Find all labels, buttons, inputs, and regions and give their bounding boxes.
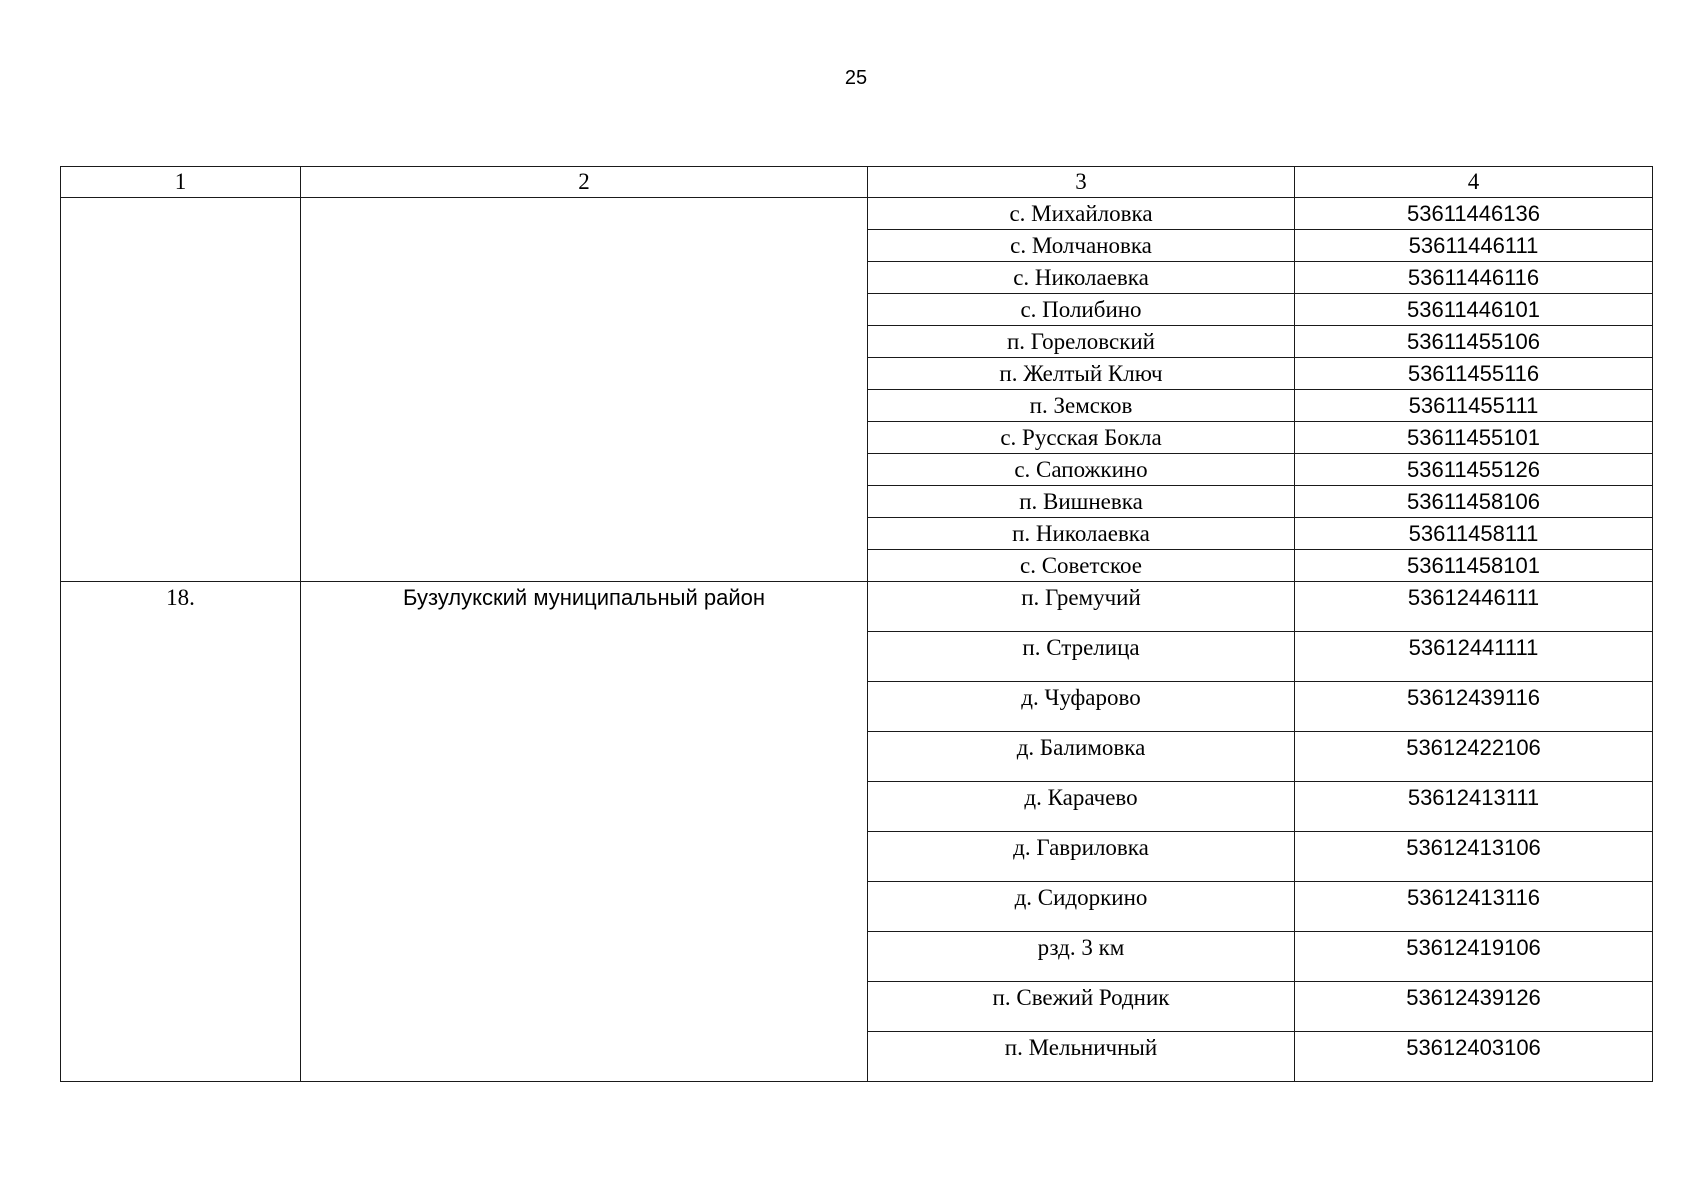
oktmo-code: 53612422106 [1295, 732, 1653, 782]
settlement-name: п. Земсков [868, 390, 1295, 422]
settlement-name: с. Русская Бокла [868, 422, 1295, 454]
header-col-1: 1 [61, 167, 301, 198]
header-col-3: 3 [868, 167, 1295, 198]
table-header [61, 167, 1653, 198]
oktmo-code: 53611446136 [1295, 198, 1653, 230]
oktmo-code: 53611455106 [1295, 326, 1653, 358]
settlement-name: д. Чуфарово [868, 682, 1295, 732]
oktmo-code: 53612441111 [1295, 632, 1653, 682]
oktmo-code: 53611455116 [1295, 358, 1653, 390]
oktmo-code: 53611458111 [1295, 518, 1653, 550]
settlements-table [60, 166, 1653, 1082]
oktmo-code: 53611455126 [1295, 454, 1653, 486]
settlement-name: с. Полибино [868, 294, 1295, 326]
settlement-name: п. Гореловский [868, 326, 1295, 358]
table-body [61, 198, 1653, 1082]
table-row [61, 198, 1653, 230]
oktmo-code: 53612446111 [1295, 582, 1653, 632]
oktmo-code: 53612413116 [1295, 882, 1653, 932]
settlement-name: п. Мельничный [868, 1032, 1295, 1082]
district-name [301, 198, 868, 582]
oktmo-code: 53612439126 [1295, 982, 1653, 1032]
oktmo-code: 53611446111 [1295, 230, 1653, 262]
oktmo-code: 53612419106 [1295, 932, 1653, 982]
settlement-name: с. Михайловка [868, 198, 1295, 230]
settlement-name: д. Карачево [868, 782, 1295, 832]
district-number: 18. [61, 582, 301, 1082]
settlement-name: с. Николаевка [868, 262, 1295, 294]
oktmo-code: 53611458106 [1295, 486, 1653, 518]
oktmo-code: 53611455111 [1295, 390, 1653, 422]
oktmo-code: 53611458101 [1295, 550, 1653, 582]
settlement-name: рзд. 3 км [868, 932, 1295, 982]
header-row [61, 167, 1653, 198]
oktmo-code: 53611455101 [1295, 422, 1653, 454]
settlement-name: п. Желтый Ключ [868, 358, 1295, 390]
oktmo-code: 53611446116 [1295, 262, 1653, 294]
settlement-name: д. Балимовка [868, 732, 1295, 782]
table-row [61, 582, 1653, 632]
settlement-name: п. Стрелица [868, 632, 1295, 682]
page-number: 25 [844, 67, 868, 89]
oktmo-code: 53612439116 [1295, 682, 1653, 732]
oktmo-code: 53612413106 [1295, 832, 1653, 882]
district-name: Бузулукский муниципальный район [301, 582, 868, 1082]
header-col-2: 2 [301, 167, 868, 198]
settlement-name: с. Молчановка [868, 230, 1295, 262]
settlement-name: п. Свежий Родник [868, 982, 1295, 1032]
district-number [61, 198, 301, 582]
oktmo-code: 53612403106 [1295, 1032, 1653, 1082]
settlement-name: п. Вишневка [868, 486, 1295, 518]
settlement-name: с. Советское [868, 550, 1295, 582]
oktmo-code: 53611446101 [1295, 294, 1653, 326]
settlement-name: д. Гавриловка [868, 832, 1295, 882]
oktmo-code: 53612413111 [1295, 782, 1653, 832]
header-col-4: 4 [1295, 167, 1653, 198]
settlement-name: п. Николаевка [868, 518, 1295, 550]
settlement-name: с. Сапожкино [868, 454, 1295, 486]
settlement-name: д. Сидоркино [868, 882, 1295, 932]
settlement-name: п. Гремучий [868, 582, 1295, 632]
